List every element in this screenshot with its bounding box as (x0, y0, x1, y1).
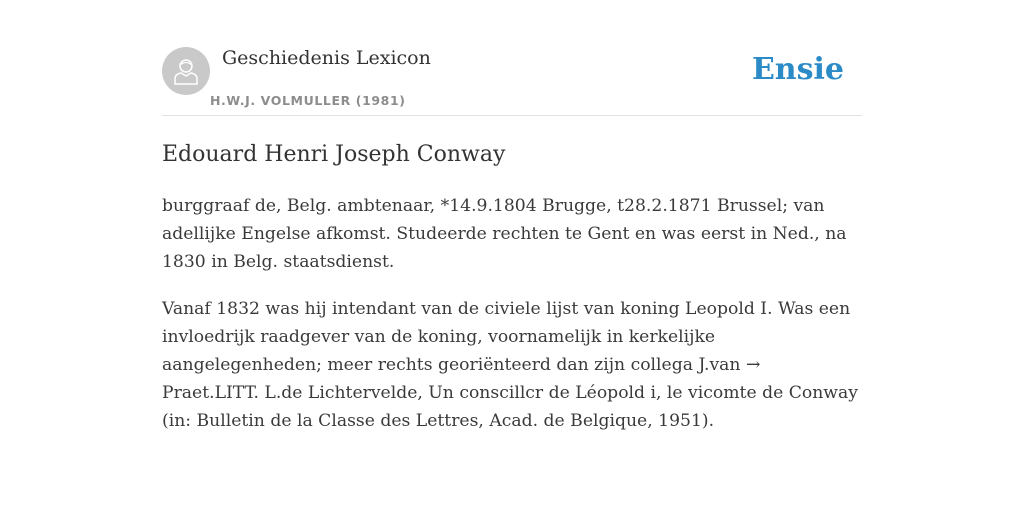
user-avatar-icon[interactable] (162, 47, 210, 95)
entry-paragraph: Vanaf 1832 was hij intendant van de civiele lijst van koning Leopold I. Was een invloedrijk raadgever van de koning, voornamelijk in kerkelijke aangelegenheden; meer rechts georiënteerd dan zijn collega J.van → Praet.LITT. L.de Lichtervelde, Un conscillcr de Léopold i, le vicomte de Conway (in: Bulletin de la Classe des Lettres, Acad. de Belgique, 1951). (162, 299, 858, 431)
person-outline-icon (174, 57, 198, 85)
entry-paragraph: burggraaf de, Belg. ambtenaar, *14.9.1804 Brugge, t28.2.1871 Brussel; van adellijke Engelse afkomst. Studeerde rechten te Gent en was eerst in Ned., na 1830 in Belg. staatsdienst. (162, 196, 847, 272)
entry-title: Edouard Henri Joseph Conway (162, 142, 506, 167)
lexicon-title[interactable]: Geschiedenis Lexicon (222, 47, 431, 69)
author-credit: H.W.J. VOLMULLER (1981) (210, 93, 406, 108)
lexicon-header (162, 46, 862, 116)
ensie-logo[interactable]: Ensie (751, 52, 844, 87)
entry-body (162, 192, 862, 454)
